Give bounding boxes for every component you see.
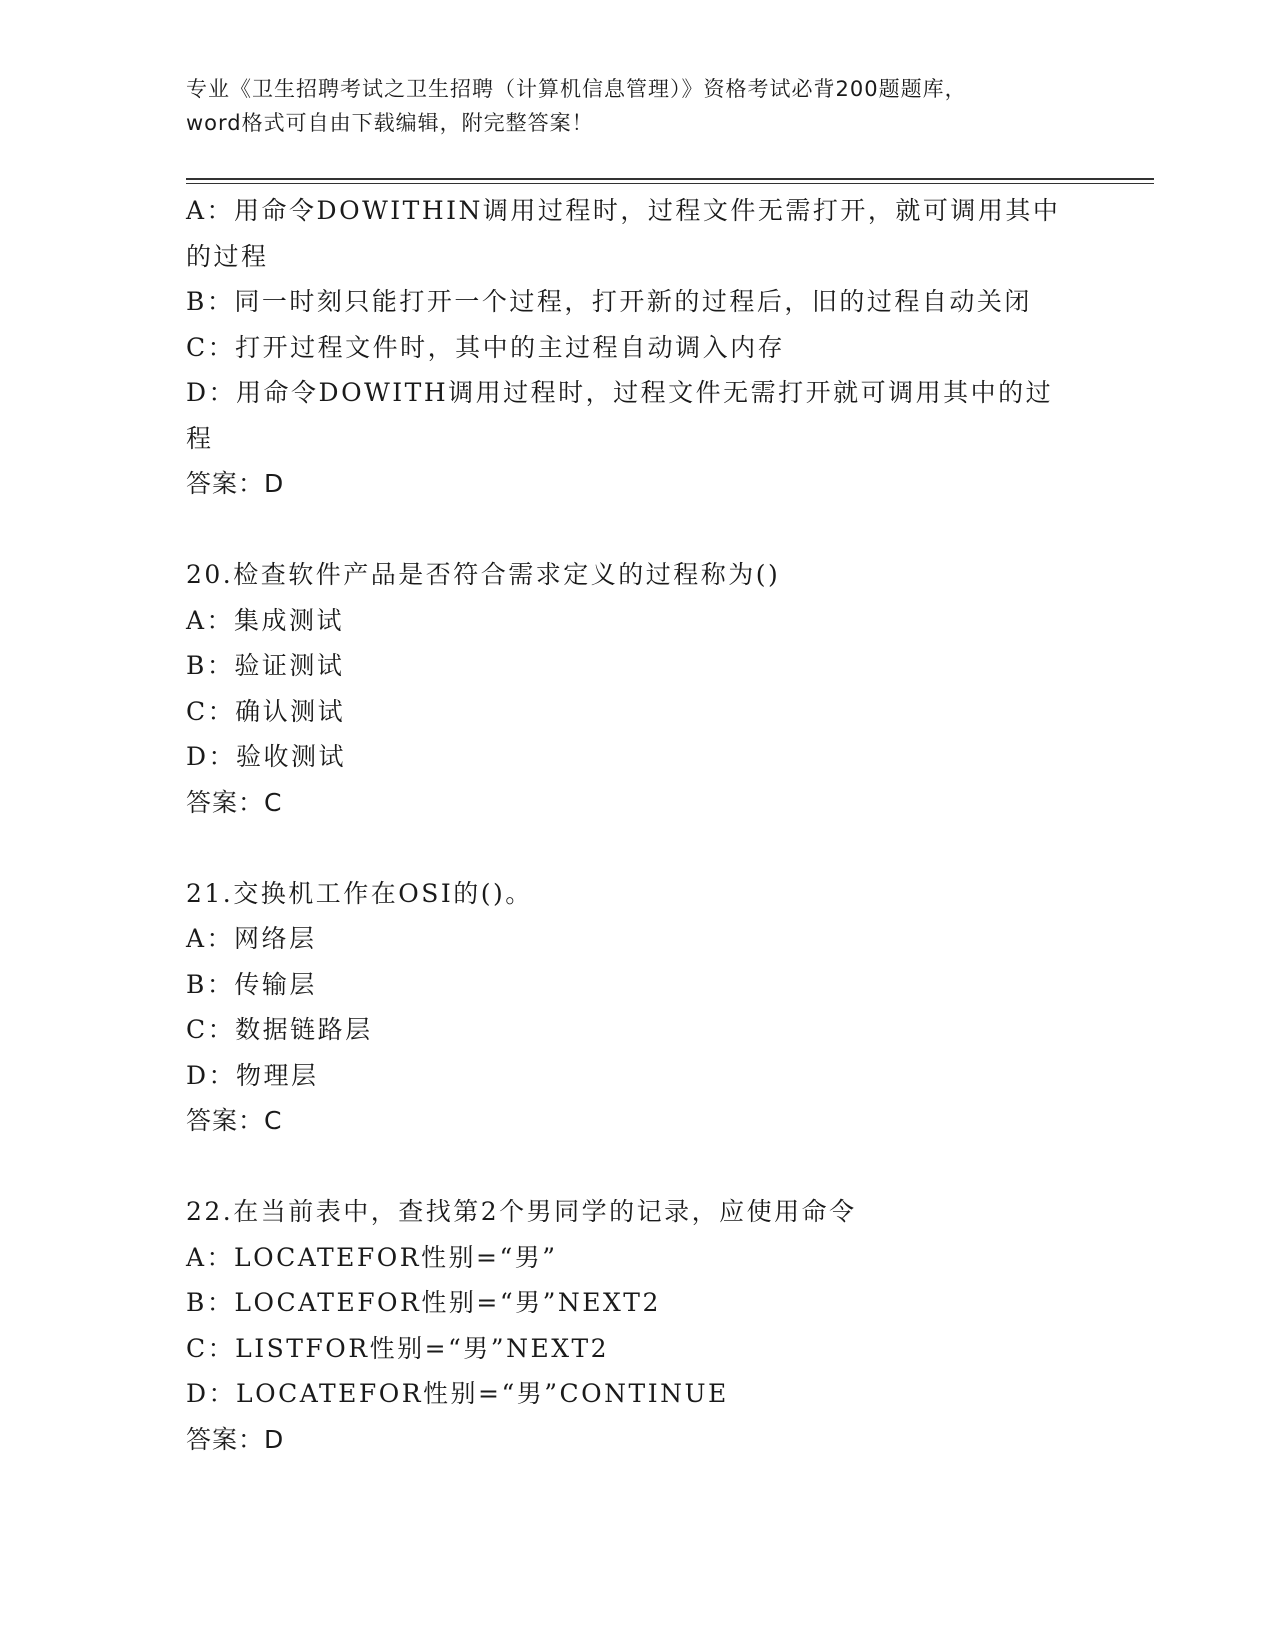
option-a: A：网络层 <box>186 924 317 953</box>
option-a: A：LOCATEFOR性别=“男” <box>186 1242 558 1272</box>
header-divider-thick <box>186 178 1154 180</box>
option-a: A：集成测试 <box>186 605 345 635</box>
question-stem: 21.交换机工作在OSI的()。 <box>186 878 533 908</box>
option-c: C：打开过程文件时，其中的主过程自动调入内存 <box>186 332 786 362</box>
question-block-20 <box>186 552 1086 825</box>
question-block-continued <box>186 188 1086 507</box>
option-b: B：验证测试 <box>186 651 345 680</box>
option-b: B：LOCATEFOR性别=“男”NEXT2 <box>186 1288 661 1317</box>
question-block-22 <box>186 1189 1086 1462</box>
option-d: D：验收测试 <box>186 742 347 771</box>
question-stem: 20.检查软件产品是否符合需求定义的过程称为() <box>186 560 781 589</box>
option-d-line-1: D：用命令DOWITH调用过程时，过程文件无需打开就可调用其中的过 <box>186 378 1054 407</box>
header-line-1: 专业《卫生招聘考试之卫生招聘（计算机信息管理）》资格考试必背200题题库， <box>186 77 967 101</box>
option-d: D：物理层 <box>186 1060 319 1090</box>
header-line-2: word格式可自由下载编辑，附完整答案！ <box>186 111 594 135</box>
question-spacer <box>186 1144 1086 1190</box>
option-d-line-2: 程 <box>186 423 214 453</box>
option-c: C：确认测试 <box>186 696 346 726</box>
option-a-line-1: A：用命令DOWITHIN调用过程时，过程文件无需打开，就可调用其中 <box>186 196 1061 225</box>
question-spacer <box>186 825 1086 871</box>
question-block-21 <box>186 871 1086 1144</box>
question-list <box>186 188 1086 1462</box>
answer-label: 答案：C <box>186 787 283 817</box>
answer-label: 答案：D <box>186 469 285 498</box>
question-stem: 22.在当前表中，查找第2个男同学的记录，应使用命令 <box>186 1197 857 1226</box>
answer-label: 答案：C <box>186 1106 283 1135</box>
option-b: B：同一时刻只能打开一个过程，打开新的过程后，旧的过程自动关闭 <box>186 287 1032 316</box>
option-b: B：传输层 <box>186 969 317 999</box>
option-c: C：LISTFOR性别=“男”NEXT2 <box>186 1333 610 1363</box>
answer-label: 答案：D <box>186 1424 285 1454</box>
question-spacer <box>186 507 1086 553</box>
option-c: C：数据链路层 <box>186 1015 373 1044</box>
header-divider-thin <box>186 183 1154 184</box>
option-d: D：LOCATEFOR性别=“男”CONTINUE <box>186 1379 729 1408</box>
document-header <box>186 72 1086 140</box>
option-a-line-2: 的过程 <box>186 241 269 271</box>
